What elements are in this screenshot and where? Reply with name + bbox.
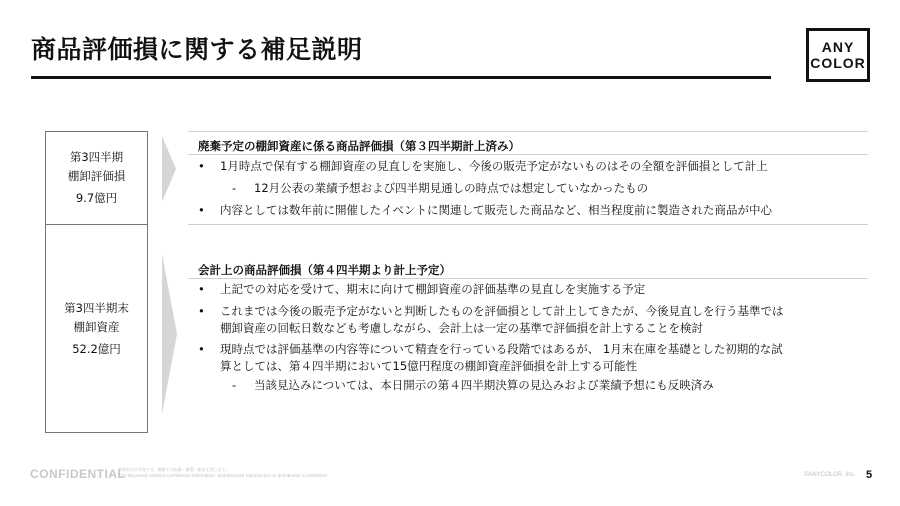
bullet-mark: • xyxy=(198,304,205,318)
note-line-2: This document contains confidential information. Unauthorized reproduction or distribution is prohibited. xyxy=(118,473,328,478)
cell1-label-line1: 第3四半期 xyxy=(69,150,124,164)
bullet-text-line-1: 現時点では評価基準の内容等について精査を行っている段階ではあるが、 1月末在庫を基礎とした初期的な試 xyxy=(220,342,783,356)
sub-text: 当該見込みについては、本日開示の第４四半期決算の見込みおよび業績予想にも反映済み xyxy=(254,378,714,392)
section1-bottom-rule xyxy=(188,224,868,225)
bullet-text-line-1: これまでは今後の販売予定がないと判断したものを評価損として計上してきたが、今後見直しを行う基準では xyxy=(220,304,784,318)
section1-top-rule xyxy=(188,131,868,132)
page-title: 商品評価損に関する補足説明 xyxy=(31,35,363,64)
confidential-note xyxy=(118,467,328,479)
dash-mark: - xyxy=(232,378,237,392)
bullet-text: 内容としては数年前に開催したイベントに関連して販売した商品など、相当程度前に製造された商品が中心 xyxy=(220,203,772,217)
section2-bullet-3 xyxy=(198,341,878,375)
section2-title: 会計上の商品評価損（第４四半期より計上予定） xyxy=(198,263,451,277)
bullet-text: 上記での対応を受けて、期末に向けて棚卸資産の評価基準の見直しを実施する予定 xyxy=(220,282,646,296)
section1-title-rule xyxy=(188,154,868,155)
cell1-value: 9.7億円 xyxy=(75,191,118,205)
bullet-mark: • xyxy=(198,282,205,296)
dash-mark: - xyxy=(232,181,237,195)
section1-sub-1 xyxy=(232,180,872,197)
section2-bullet-2 xyxy=(198,303,878,337)
confidential-label: CONFIDENTIAL xyxy=(30,467,126,481)
q3-end-inventory-cell xyxy=(46,224,147,433)
section1-bullet-2 xyxy=(198,202,878,219)
bullet-text: 1月時点で保有する棚卸資産の見直しを実施し、今後の販売予定がないものはその全額を評価損として計上 xyxy=(220,159,768,173)
bullet-text-line-2: 棚卸資産の回転日数なども考慮しながら、会計上は一定の基準で評価損を計上することを検討 xyxy=(220,321,703,335)
bullet-mark: • xyxy=(198,342,205,356)
title-underline xyxy=(31,76,771,79)
cell2-value: 52.2億円 xyxy=(72,342,121,356)
logo-line-2: COLOR xyxy=(810,55,866,71)
summary-box xyxy=(45,131,148,433)
section1-bullet-1 xyxy=(198,158,878,175)
note-line-1: 本資料は社外秘です。無断での転載・複製・配布を禁じます。 xyxy=(118,467,230,472)
arrow-chevron-icon xyxy=(162,254,177,414)
bullet-text-line-2: 算としては、第４四半期において15億円程度の棚卸資産評価損を計上する可能性 xyxy=(220,359,638,373)
q3-valuation-loss-cell xyxy=(46,132,147,224)
page-number: 5 xyxy=(866,469,873,481)
anycolor-logo xyxy=(806,28,870,82)
cell2-label-line1: 第3四半期末 xyxy=(64,301,129,315)
section1-title: 廃棄予定の棚卸資産に係る商品評価損（第３四半期計上済み） xyxy=(198,139,520,153)
cell2-label-line2: 棚卸資産 xyxy=(73,320,120,334)
section2-sub-1 xyxy=(232,377,872,394)
bullet-mark: • xyxy=(198,159,205,173)
bullet-mark: • xyxy=(198,203,205,217)
logo-line-1: ANY xyxy=(821,39,855,55)
arrow-chevron-icon xyxy=(162,136,176,202)
cell1-label-line2: 棚卸評価損 xyxy=(67,169,126,183)
section2-title-rule xyxy=(188,278,868,279)
copyright: ©ANYCOLOR, Inc. xyxy=(804,472,856,478)
sub-text: 12月公表の業績予想および四半期見通しの時点では想定していなかったもの xyxy=(254,181,649,195)
section2-bullet-1 xyxy=(198,281,878,298)
